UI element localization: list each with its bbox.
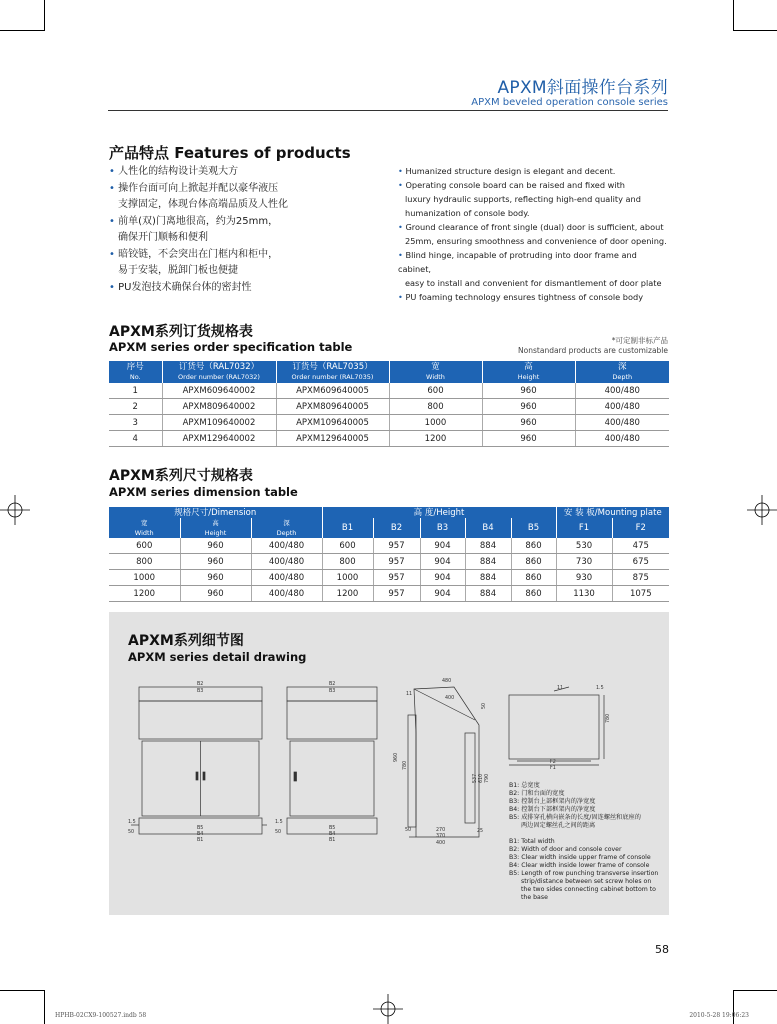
dimension-table xyxy=(109,507,669,602)
svg-text:780: 780 xyxy=(606,713,611,723)
feature-item-cn: • 前单(双)门离地很高，约为25mm， 确保开门顺畅和便利 xyxy=(109,215,279,243)
detail-legend-cn: B1: 总宽度 B2: 门和台面的宽度 B3: 控制台上部框架内的净宽度 B4: 控制台下部框架内的净宽度 B5: 成排穿孔横向嵌条的长度/固连螺丝和底座的 两边固定螺丝孔之间的距离 xyxy=(509,782,641,829)
col-header-order-7035: 订货号（RAL7035） Order number (RAL7035) xyxy=(276,361,389,383)
col-header-width: 宽 Width xyxy=(109,518,180,538)
table-row: 800 960 400/480 800 957 904 884 860 730 675 xyxy=(109,554,669,570)
crop-mark xyxy=(733,0,734,31)
svg-text:25: 25 xyxy=(477,829,484,834)
svg-text:11: 11 xyxy=(557,686,564,691)
svg-text:F1: F1 xyxy=(550,766,556,771)
table-row: 2 APXM809640002 APXM809640005 800 960 400/480 xyxy=(109,399,669,415)
col-header-depth: 深 Depth xyxy=(575,361,669,383)
series-title-en: APXM beveled operation console series xyxy=(471,97,668,108)
col-header-depth: 深 Depth xyxy=(251,518,322,538)
feature-item-en: • Operating console board can be raised and fixed with luxury hydraulic supports, reflecting high-end quality and humanization of console body. xyxy=(398,180,641,218)
side-view xyxy=(408,687,479,837)
dim-table-title-en: APXM series dimension table xyxy=(109,485,298,499)
page-number: 58 xyxy=(655,943,669,956)
series-title-cn: APXM斜面操作台系列 xyxy=(497,78,668,98)
col-header-order-7032: 订货号（RAL7032） Order number (RAL7032) xyxy=(162,361,276,383)
col-header-b4: B4 xyxy=(465,518,511,538)
feature-item-en: • Blind hinge, incapable of protruding into door frame and cabinet, easy to install and convenient for dismantlement of door plate xyxy=(398,250,662,288)
crop-mark xyxy=(44,0,45,31)
order-table-title-en: APXM series order specification table xyxy=(109,340,353,354)
svg-text:B2: B2 xyxy=(197,682,204,687)
table-row: 3 APXM109640002 APXM109640005 1000 960 400/480 xyxy=(109,415,669,431)
svg-text:960: 960 xyxy=(394,752,399,762)
registration-mark-right xyxy=(747,495,777,525)
svg-text:50: 50 xyxy=(405,828,412,833)
col-header-f1: F1 xyxy=(556,518,612,538)
crop-mark xyxy=(733,990,777,991)
detail-title-cn: APXM系列细节图 xyxy=(128,633,244,649)
order-spec-table xyxy=(109,361,669,447)
registration-mark-bottom xyxy=(373,994,403,1024)
svg-text:50: 50 xyxy=(128,830,135,835)
front-view-single-door xyxy=(287,687,377,834)
svg-text:1.5: 1.5 xyxy=(596,686,604,691)
table-row: 1 APXM609640002 APXM609640005 600 960 400/480 xyxy=(109,383,669,399)
crop-mark xyxy=(733,30,777,31)
group-header-height: 高 度/Height xyxy=(322,507,556,518)
features-list-en xyxy=(398,164,670,304)
svg-text:370: 370 xyxy=(436,834,446,839)
table-row: 1000 960 400/480 1000 957 904 884 860 930 875 xyxy=(109,570,669,586)
footer-file-info: HPHB-02CX9-100527.indb 58 xyxy=(55,1012,147,1019)
feature-item-cn: • 操作台面可向上掀起并配以豪华液压 支撑固定，体现台体高端品质及人性化 xyxy=(109,182,288,210)
svg-text:400: 400 xyxy=(445,696,455,701)
col-header-height: 高 Height xyxy=(482,361,575,383)
svg-text:1.5: 1.5 xyxy=(275,820,283,825)
col-header-height: 高 Height xyxy=(180,518,251,538)
mounting-plate-view xyxy=(509,687,604,765)
svg-text:11: 11 xyxy=(406,692,413,697)
svg-text:B5: B5 xyxy=(329,826,336,831)
svg-text:B2: B2 xyxy=(329,682,336,687)
svg-text:B3: B3 xyxy=(329,689,336,694)
svg-text:610: 610 xyxy=(479,773,484,783)
col-header-b1: B1 xyxy=(322,518,373,538)
feature-item-cn: • 暗铰链，不会突出在门框内和柜中， 易于安装，脱卸门板也便捷 xyxy=(109,248,279,276)
order-table-title-cn: APXM系列订货规格表 xyxy=(109,324,253,340)
footer-timestamp: 2010-5-28 19:06:23 xyxy=(689,1012,749,1019)
svg-text:780: 780 xyxy=(403,760,408,770)
group-header-dimension: 规格尺寸/Dimension xyxy=(109,507,322,518)
dim-table-title-cn: APXM系列尺寸规格表 xyxy=(109,468,253,484)
col-header-f2: F2 xyxy=(612,518,669,538)
feature-item-en: • PU foaming technology ensures tightness of console body xyxy=(398,292,644,302)
svg-text:480: 480 xyxy=(442,679,452,684)
crop-mark xyxy=(44,990,45,1024)
table-row: 4 APXM129640002 APXM129640005 1200 960 400/480 xyxy=(109,431,669,447)
svg-text:270: 270 xyxy=(436,828,446,833)
svg-text:F2: F2 xyxy=(550,760,556,765)
detail-title-en: APXM series detail drawing xyxy=(128,650,307,664)
svg-text:50: 50 xyxy=(482,702,487,709)
feature-item-cn: • PU发泡技术确保台体的密封性 xyxy=(109,281,252,293)
table-row: 600 960 400/480 600 957 904 884 860 530 475 xyxy=(109,538,669,554)
col-header-b5: B5 xyxy=(511,518,556,538)
col-header-b3: B3 xyxy=(420,518,465,538)
svg-text:B4: B4 xyxy=(197,832,204,837)
col-header-width: 宽 Width xyxy=(389,361,482,383)
svg-text:B1: B1 xyxy=(329,838,336,843)
svg-text:1.5: 1.5 xyxy=(128,820,136,825)
features-list-cn xyxy=(109,164,379,296)
crop-mark xyxy=(0,990,45,991)
feature-item-en: • Humanized structure design is elegant and decent. xyxy=(398,166,616,176)
feature-item-cn: • 人性化的结构设计美观大方 xyxy=(109,166,239,177)
svg-text:400: 400 xyxy=(436,841,446,846)
svg-text:B5: B5 xyxy=(197,826,204,831)
svg-text:537: 537 xyxy=(473,773,478,783)
table-row: 1200 960 400/480 1200 957 904 884 860 1130 1075 xyxy=(109,586,669,602)
svg-text:B3: B3 xyxy=(197,689,204,694)
group-header-mounting-plate: 安 装 板/Mounting plate xyxy=(556,507,669,518)
detail-legend-en: B1: Total width B2: Width of door and console cover B3: Clear width inside upper frame of console B4: Clear width inside lower frame of console B5: Length of row punching transverse insertion strip/distance between set screw holes on the two sides connecting cabinet bottom to the base xyxy=(509,838,659,901)
svg-text:790: 790 xyxy=(485,773,490,783)
col-header-no: 序号 No. xyxy=(109,361,162,383)
header-rule xyxy=(108,110,668,111)
feature-item-en: • Ground clearance of front single (dual) door is sufficient, about 25mm, ensuring smoothness and convenience of door opening. xyxy=(398,222,667,246)
col-header-b2: B2 xyxy=(373,518,420,538)
svg-text:B4: B4 xyxy=(329,832,336,837)
svg-text:50: 50 xyxy=(275,830,282,835)
features-title: 产品特点 Features of products xyxy=(109,144,351,162)
customizable-note: *可定制非标产品 Nonstandard products are customizable xyxy=(518,336,668,355)
crop-mark xyxy=(0,30,45,31)
svg-text:B1: B1 xyxy=(197,838,204,843)
front-view-double-door xyxy=(131,687,267,834)
registration-mark-left xyxy=(0,495,30,525)
